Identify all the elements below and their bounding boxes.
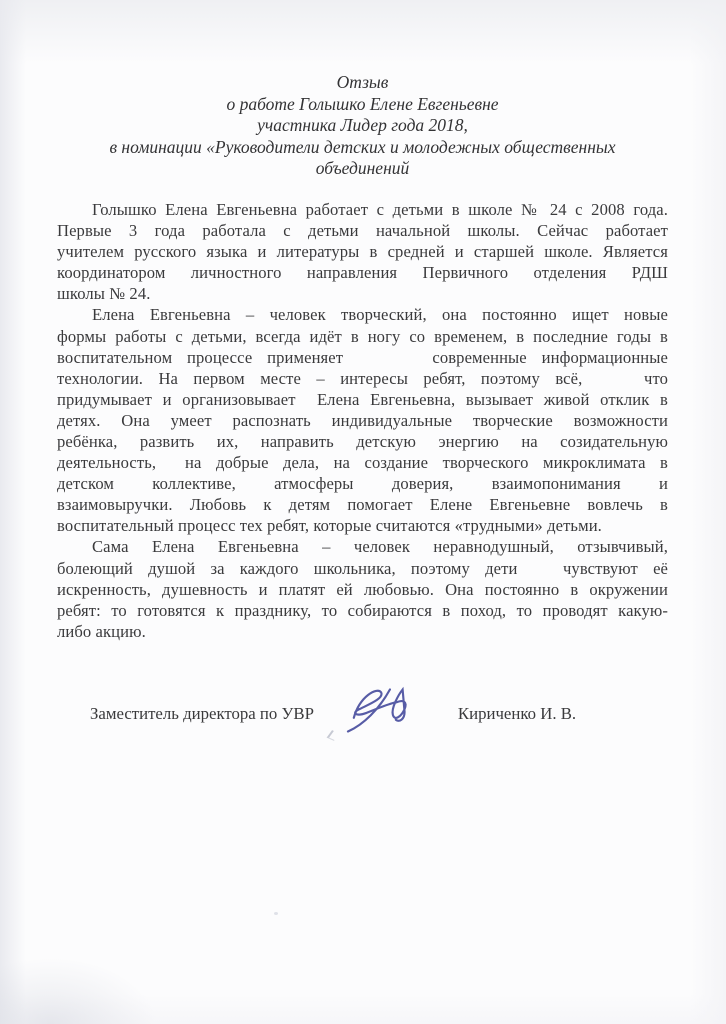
text-line: детском коллективе, атмосферы доверия, взаимопонимания и bbox=[57, 474, 668, 494]
document-body bbox=[57, 199, 668, 642]
text-line: технологии. На первом месте – интересы ребят, поэтому всё, что bbox=[57, 368, 668, 388]
paragraph-2 bbox=[57, 304, 668, 536]
title-line: Отзыв bbox=[336, 72, 389, 92]
text-line: Елена Евгеньевна – человек творческий, она постоянно ищет новые bbox=[92, 305, 668, 325]
text-line: ребёнка, развить их, направить детскую энергию на созидательную bbox=[57, 432, 668, 451]
text-line: Сама Елена Евгеньевна – человек неравнодушный, отзывчивый, bbox=[92, 537, 668, 557]
text-line: школы № 24. bbox=[57, 284, 151, 304]
text-line: ребят: то готовятся к празднику, то собираются в поход, то проводят какую- bbox=[57, 600, 668, 620]
text-line: придумывает и организовывает Елена Евгеньевна, вызывает живой отклик в bbox=[57, 389, 668, 409]
text-line: взаимовыручки. Любовь к детям помогает Елене Евгеньевне вовлечь в bbox=[57, 495, 668, 515]
title-line: о работе Голышко Елене Евгеньевне bbox=[226, 93, 499, 114]
text-line: координатором личностного направления Первичного отделения РДШ bbox=[57, 263, 668, 283]
scan-artifact-speck bbox=[274, 912, 278, 915]
paragraph-1 bbox=[57, 199, 668, 304]
text-line: Первые 3 года работала с детьми начальной школы. Сейчас работает bbox=[57, 221, 668, 241]
text-line: детях. Она умеет распознать индивидуальные творческие возможности bbox=[57, 410, 668, 430]
text-line: учителем русского языка и литературы в средней и старшей школе. Является bbox=[57, 242, 668, 262]
text-line: воспитательный процесс тех ребят, которые считаются «трудными» детьми. bbox=[57, 516, 602, 536]
handwritten-signature bbox=[346, 682, 428, 738]
signature-row bbox=[57, 668, 668, 724]
title-line: в номинации «Руководители детских и молодежных общественных bbox=[109, 136, 616, 157]
document-title bbox=[57, 72, 668, 180]
title-line: участника Лидер года 2018, bbox=[257, 115, 468, 136]
paragraph-3 bbox=[57, 536, 668, 641]
signer-position-label: Заместитель директора по УВР bbox=[90, 703, 314, 723]
text-line: воспитательном процессе применяет современные информационные bbox=[57, 347, 668, 367]
text-line: деятельность, на добрые дела, на создание творческого микроклимата в bbox=[57, 453, 668, 473]
text-line: болеющий душой за каждого школьника, поэтому дети чувствуют её bbox=[57, 558, 668, 578]
text-line: Голышко Елена Евгеньевна работает с детьми в школе № 24 с 2008 года. bbox=[92, 199, 668, 219]
scan-artifact-mark bbox=[327, 730, 340, 741]
text-line: искренность, душевность и платят ей любовью. Она постоянно в окружении bbox=[57, 579, 668, 599]
title-line: объединений bbox=[315, 158, 410, 179]
text-line: формы работы с детьми, всегда идёт в ногу со временем, в последние годы в bbox=[57, 326, 668, 346]
text-line: либо акцию. bbox=[57, 621, 146, 641]
signer-name: Кириченко И. В. bbox=[457, 703, 577, 723]
